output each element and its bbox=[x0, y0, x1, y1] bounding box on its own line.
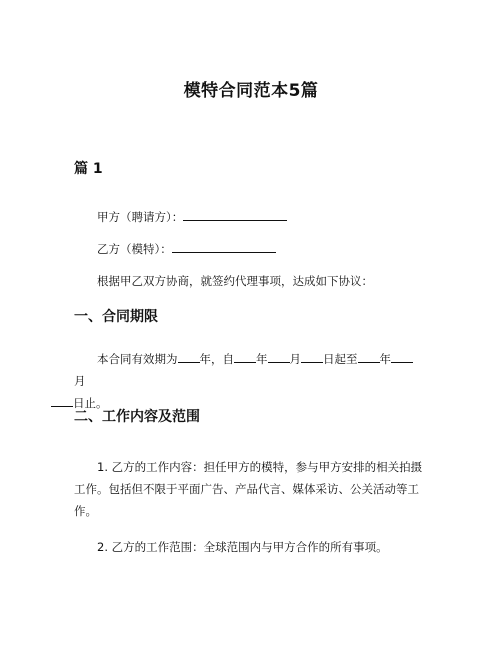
party-b-line bbox=[97, 238, 453, 260]
term-text-1: 本合同有效期为 bbox=[97, 352, 178, 366]
section-2-item-1: 1. 乙方的工作内容：担任甲方的模特，参与甲方安排的相关拍摄工作。包括但不限于平面广告、产品代言、媒体采访、公关活动等工作。 bbox=[74, 460, 423, 518]
part-heading: 篇 1 bbox=[74, 161, 103, 177]
term-text-5: 日起至 bbox=[323, 352, 358, 366]
start-month-blank bbox=[268, 350, 290, 363]
start-day-blank bbox=[301, 350, 323, 363]
term-text-3: 年 bbox=[256, 352, 268, 366]
section-2-heading: 二、工作内容及范围 bbox=[74, 409, 200, 425]
party-b-blank bbox=[172, 240, 276, 253]
party-b-label: 乙方（模特）： bbox=[97, 242, 172, 256]
end-year-blank bbox=[358, 350, 380, 363]
term-text-8: 日止。 bbox=[73, 396, 108, 410]
start-year-blank bbox=[234, 350, 256, 363]
section-2-item-2: 2. 乙方的工作范围：全球范围内与甲方合作的所有事项。 bbox=[97, 540, 388, 554]
party-a-label: 甲方（聘请方）： bbox=[97, 210, 184, 224]
party-a-blank bbox=[183, 208, 287, 221]
section-1-paragraph bbox=[74, 348, 424, 414]
end-day-blank bbox=[51, 394, 73, 407]
section-1-heading: 一、合同期限 bbox=[74, 309, 158, 325]
term-text-7: 月 bbox=[74, 374, 86, 388]
term-text-2: 年，自 bbox=[199, 352, 234, 366]
term-text-6: 年 bbox=[379, 352, 391, 366]
party-a-line bbox=[97, 206, 453, 228]
intro-paragraph: 根据甲乙双方协商，就签约代理事项，达成如下协议： bbox=[97, 274, 373, 288]
end-month-blank bbox=[391, 350, 413, 363]
term-text-4: 月 bbox=[289, 352, 301, 366]
years-blank bbox=[178, 350, 200, 363]
document-title: 模特合同范本5篇 bbox=[183, 81, 319, 101]
